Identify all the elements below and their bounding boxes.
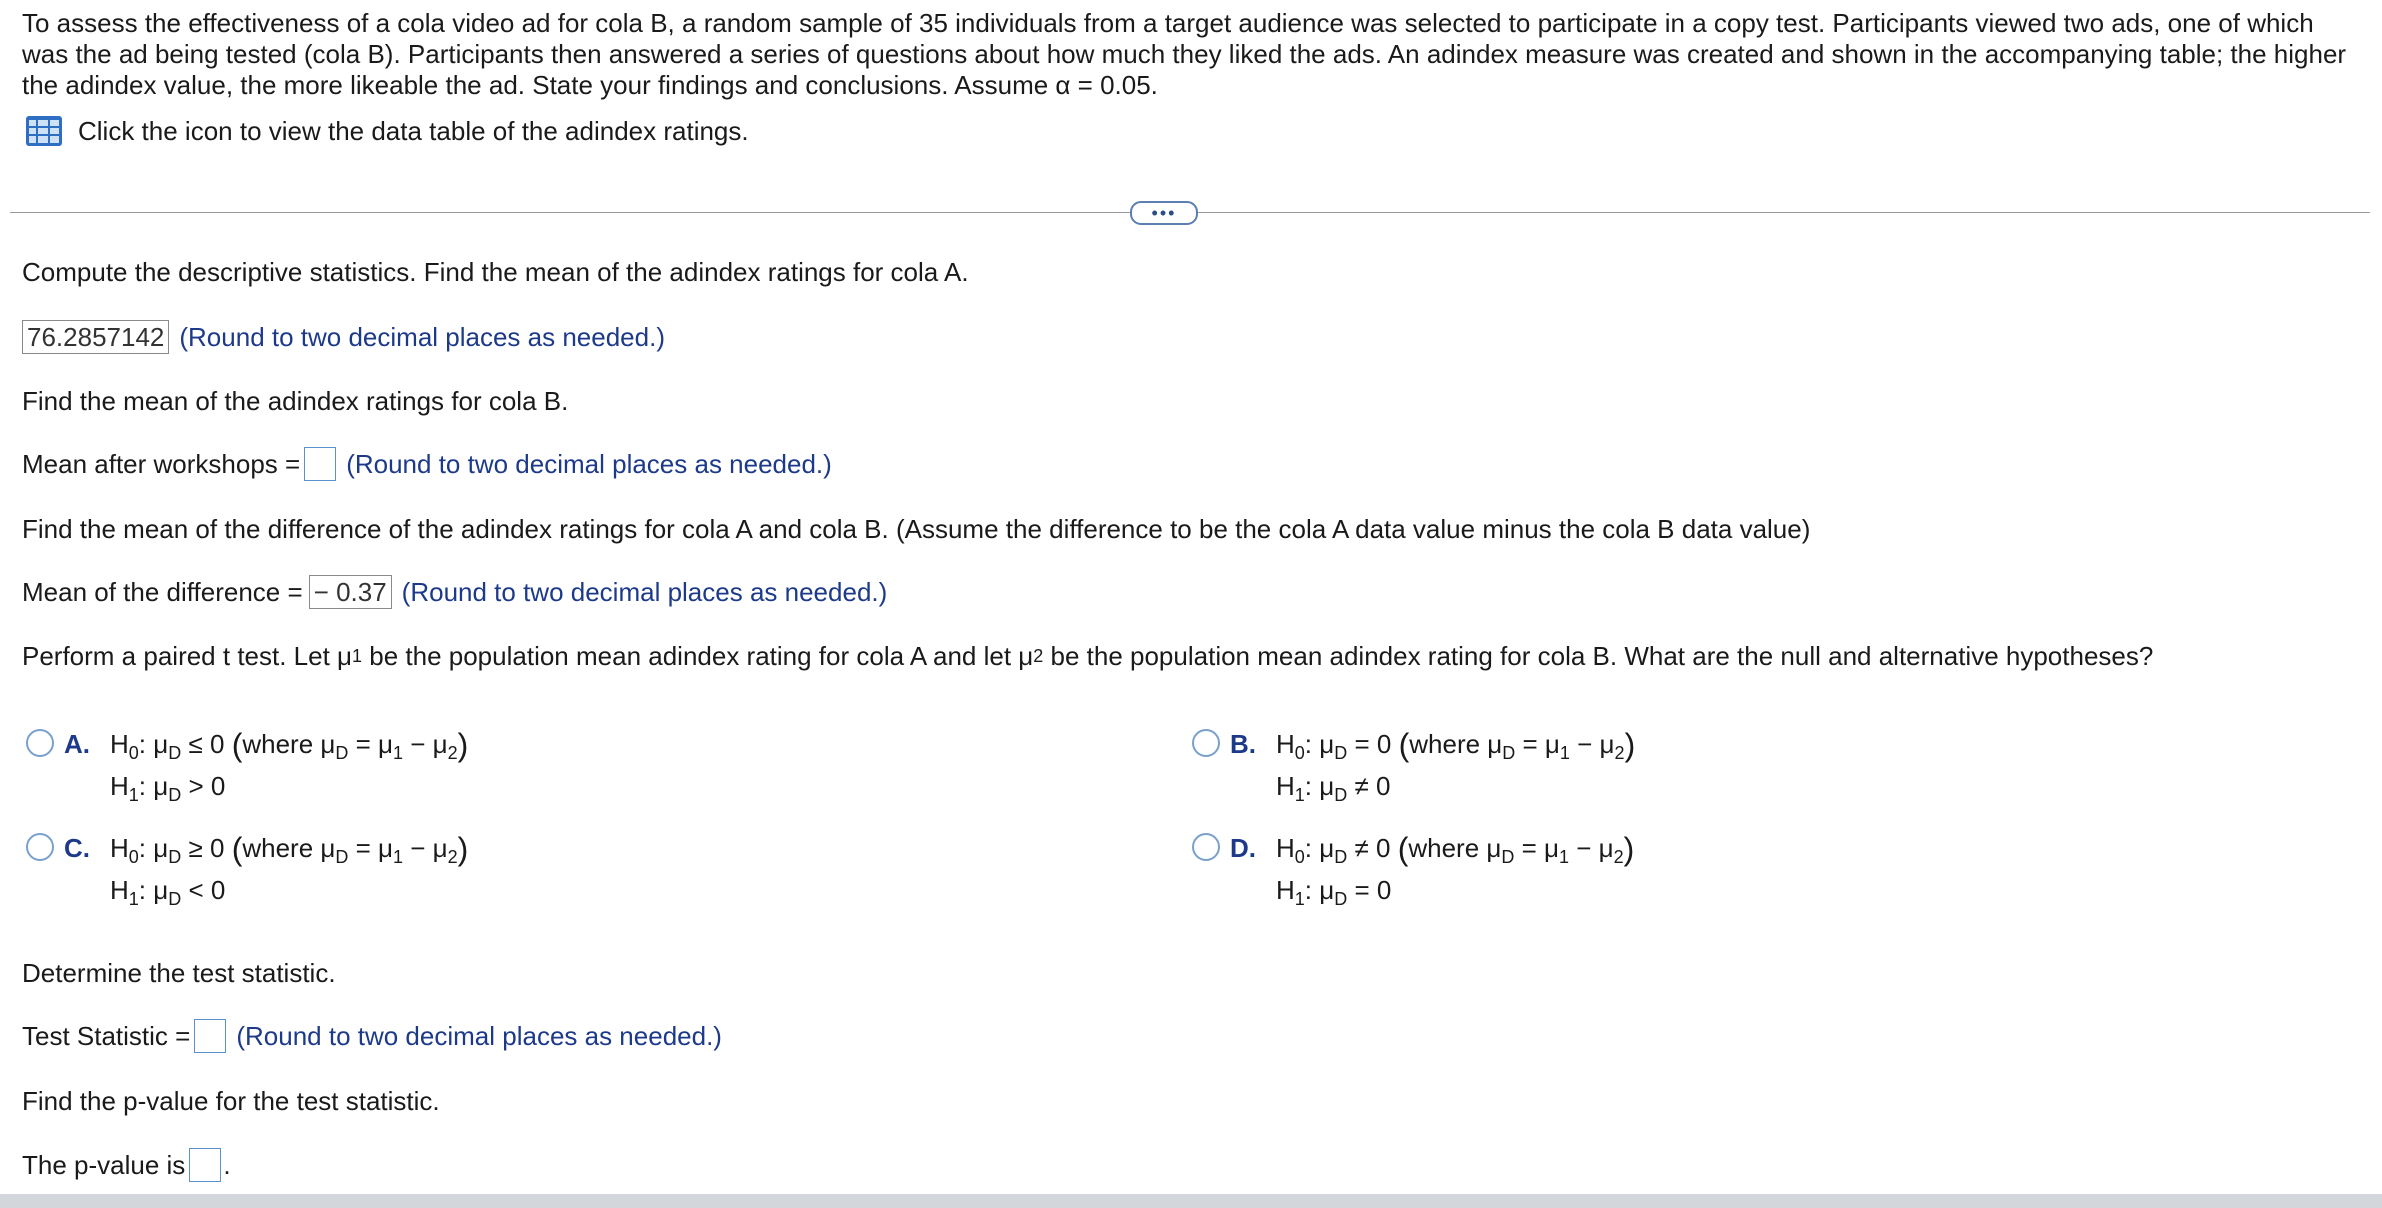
p-value-input[interactable] (189, 1148, 221, 1182)
test-statistic-input[interactable] (194, 1019, 226, 1053)
q4-sub-2: 2 (1033, 646, 1044, 666)
q3-label: Mean of the difference = (22, 577, 303, 607)
problem-statement: To assess the effectiveness of a cola video ad for cola B, a random sample of 35 individuals from a target audience was selected to participate in a copy test. Participants viewed two ads, one of which was the ad being tested (cola B). Participants then answered a series of questions about how much they liked the ads. An adindex measure was created and shown in the accompanying table; the higher the adindex value, the more likeable the ad. State your findings and conclusions. Assume α = 0.05. (22, 8, 2347, 100)
option-a[interactable] (26, 725, 726, 815)
option-b-letter: B. (1230, 729, 1256, 759)
q2-hint: (Round to two decimal places as needed.) (346, 449, 832, 479)
q1-prompt: Compute the descriptive statistics. Find the mean of the adindex ratings for cola A. (22, 257, 969, 287)
data-table-icon[interactable] (26, 116, 62, 146)
option-a-radio[interactable] (26, 729, 54, 757)
q6-answer-row (22, 1148, 231, 1182)
q5-prompt: Determine the test statistic. (22, 958, 336, 988)
q5-hint: (Round to two decimal places as needed.) (236, 1021, 722, 1051)
option-d-radio[interactable] (1192, 833, 1220, 861)
q1-answer-box[interactable]: 76.2857142 (22, 320, 169, 354)
q2-prompt: Find the mean of the adindex ratings for cola B. (22, 386, 569, 416)
expand-more-button[interactable]: ••• (1130, 201, 1198, 225)
q4-prompt-part-b: be the population mean adindex rating for cola A and let μ (362, 641, 1034, 671)
q2-answer-row (22, 447, 832, 481)
q4-sub-1: 1 (352, 646, 363, 666)
q4-prompt-part-a: Perform a paired t test. Let μ (22, 641, 353, 671)
option-c-alt-hypothesis: $H_1$: $\mu_D < 0$ (110, 875, 226, 910)
q6-prompt: Find the p-value for the test statistic. (22, 1086, 440, 1116)
q1-answer-row (22, 320, 665, 354)
option-b-radio[interactable] (1192, 729, 1220, 757)
option-b-alt-hypothesis: $H_1$: $\mu_D \ne 0$ (1276, 771, 1391, 806)
option-b-null-hypothesis: $H_0$: $\mu_D = 0$ (where $\mu_D = \mu_1 - \mu_2$) (1276, 727, 1636, 764)
option-a-null-hypothesis: $H_0$: $\mu_D \le 0$ (where $\mu_D = \mu_1 - \mu_2$) (110, 727, 469, 764)
q2-answer-input[interactable] (304, 447, 336, 481)
option-d[interactable] (1192, 829, 1892, 919)
option-a-letter: A. (64, 729, 90, 759)
q2-label: Mean after workshops = (22, 449, 301, 479)
q1-hint: (Round to two decimal places as needed.) (179, 322, 665, 352)
option-a-alt-hypothesis: $H_1$: $\mu_D > 0$ (110, 771, 226, 806)
q4-prompt-part-c: be the population mean adindex rating for cola B. What are the null and alternative hypotheses? (1043, 641, 2154, 671)
option-c-letter: C. (64, 833, 90, 863)
option-c-radio[interactable] (26, 833, 54, 861)
option-d-alt-hypothesis: $H_1$: $\mu_D = 0$ (1276, 875, 1392, 910)
q6-label: The p-value is (22, 1150, 186, 1180)
data-table-link[interactable] (26, 114, 749, 148)
q5-answer-row (22, 1019, 722, 1053)
q3-answer-row (22, 575, 887, 609)
q5-label: Test Statistic = (22, 1021, 191, 1051)
horizontal-scrollbar[interactable] (0, 1194, 2382, 1208)
q6-end: . (223, 1150, 231, 1180)
option-c[interactable] (26, 829, 726, 919)
option-d-letter: D. (1230, 833, 1256, 863)
q3-hint: (Round to two decimal places as needed.) (401, 577, 888, 607)
q3-answer-box[interactable]: − 0.37 (309, 575, 392, 609)
option-d-null-hypothesis: $H_0$: $\mu_D \ne 0$ (where $\mu_D = \mu_1 - \mu_2$) (1276, 831, 1635, 868)
data-table-link-text[interactable]: Click the icon to view the data table of the adindex ratings. (78, 115, 749, 146)
q4-prompt (22, 640, 2153, 672)
q3-prompt: Find the mean of the difference of the adindex ratings for cola A and cola B. (Assume the difference to be the cola A data value minus the cola B data value) (22, 514, 1811, 544)
option-b[interactable] (1192, 725, 1892, 815)
option-c-null-hypothesis: $H_0$: $\mu_D \ge 0$ (where $\mu_D = \mu_1 - \mu_2$) (110, 831, 469, 868)
